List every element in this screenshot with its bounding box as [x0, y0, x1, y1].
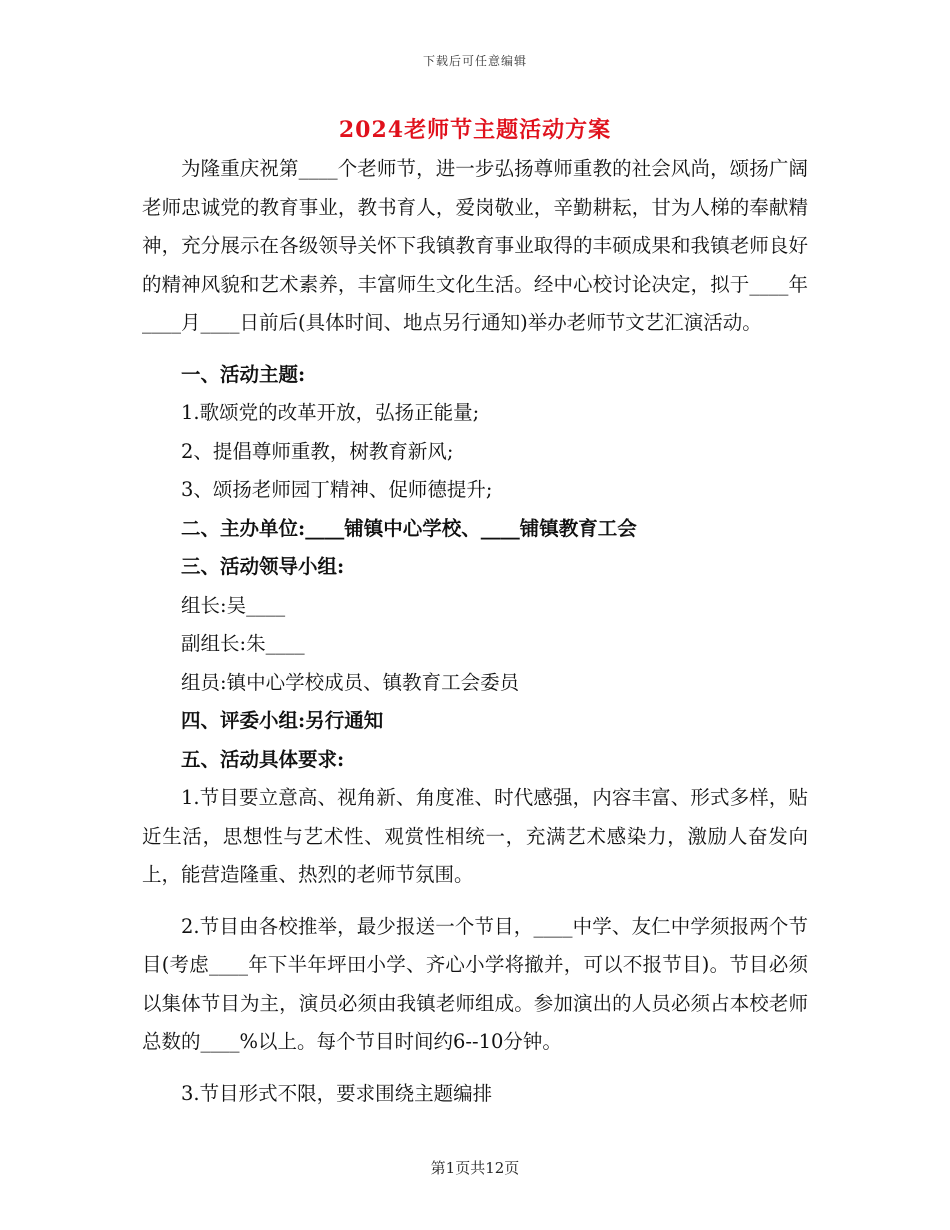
page-footer: 第1页共12页 — [430, 1159, 520, 1177]
requirement-item-2: 2.节目由各校推举，最少报送一个节目，____中学、友仁中学须报两个节目(考虑____年下半年坪田小学、齐心小学将撤并，可以不报节目)。节目必须以集体节目为主，演员必须由我镇老师组成。参加演出的人员必须占本校老师总数的____%以上。每个节目时间约6--10分钟。 — [142, 914, 808, 1053]
theme-item-1: 1.歌颂党的改革开放，弘扬正能量; — [181, 401, 480, 424]
document-title: 2024老师节主题活动方案 — [338, 117, 612, 143]
section-heading-theme: 一、活动主题: — [181, 362, 306, 386]
leader-item-2: 副组长:朱____ — [181, 632, 305, 655]
section-heading-requirements: 五、活动具体要求: — [181, 747, 345, 771]
leader-item-1: 组长:吴____ — [181, 593, 286, 617]
section-heading-judges: 四、评委小组:另行通知 — [181, 709, 384, 732]
requirement-item-3: 3.节目形式不限，要求围绕主题编排 — [181, 1081, 493, 1105]
theme-item-3: 3、颂扬老师园丁精神、促师德提升; — [181, 478, 493, 501]
header-note: 下载后可任意编辑 — [422, 54, 527, 68]
theme-item-2: 2、提倡尊师重教，树教育新风; — [181, 439, 454, 463]
requirement-item-1: 1.节目要立意高、视角新、角度准、时代感强，内容丰富、形式多样，贴近生活，思想性与艺术性、观赏性相统一，充满艺术感染力，激励人奋发向上，能营造隆重、热烈的老师节氛围。 — [142, 786, 808, 886]
document-body — [142, 150, 808, 1113]
leader-item-3: 组员:镇中心学校成员、镇教育工会委员 — [181, 670, 520, 694]
section-heading-organizer: 二、主办单位:____铺镇中心学校、____铺镇教育工会 — [181, 516, 637, 540]
section-heading-leadership: 三、活动领导小组: — [181, 555, 345, 578]
intro-paragraph: 为隆重庆祝第____个老师节，进一步弘扬尊师重教的社会风尚，颂扬广阔老师忠诚党的教育事业，教书育人，爱岗敬业，辛勤耕耘，甘为人梯的奉献精神，充分展示在各级领导关怀下我镇教育事业取得的丰硕成果和我镇老师良好的精神风貌和艺术素养，丰富师生文化生活。经中心校讨论决定，拟于____年____月____日前后(具体时间、地点另行通知)举办老师节文艺汇演活动。 — [142, 157, 808, 334]
